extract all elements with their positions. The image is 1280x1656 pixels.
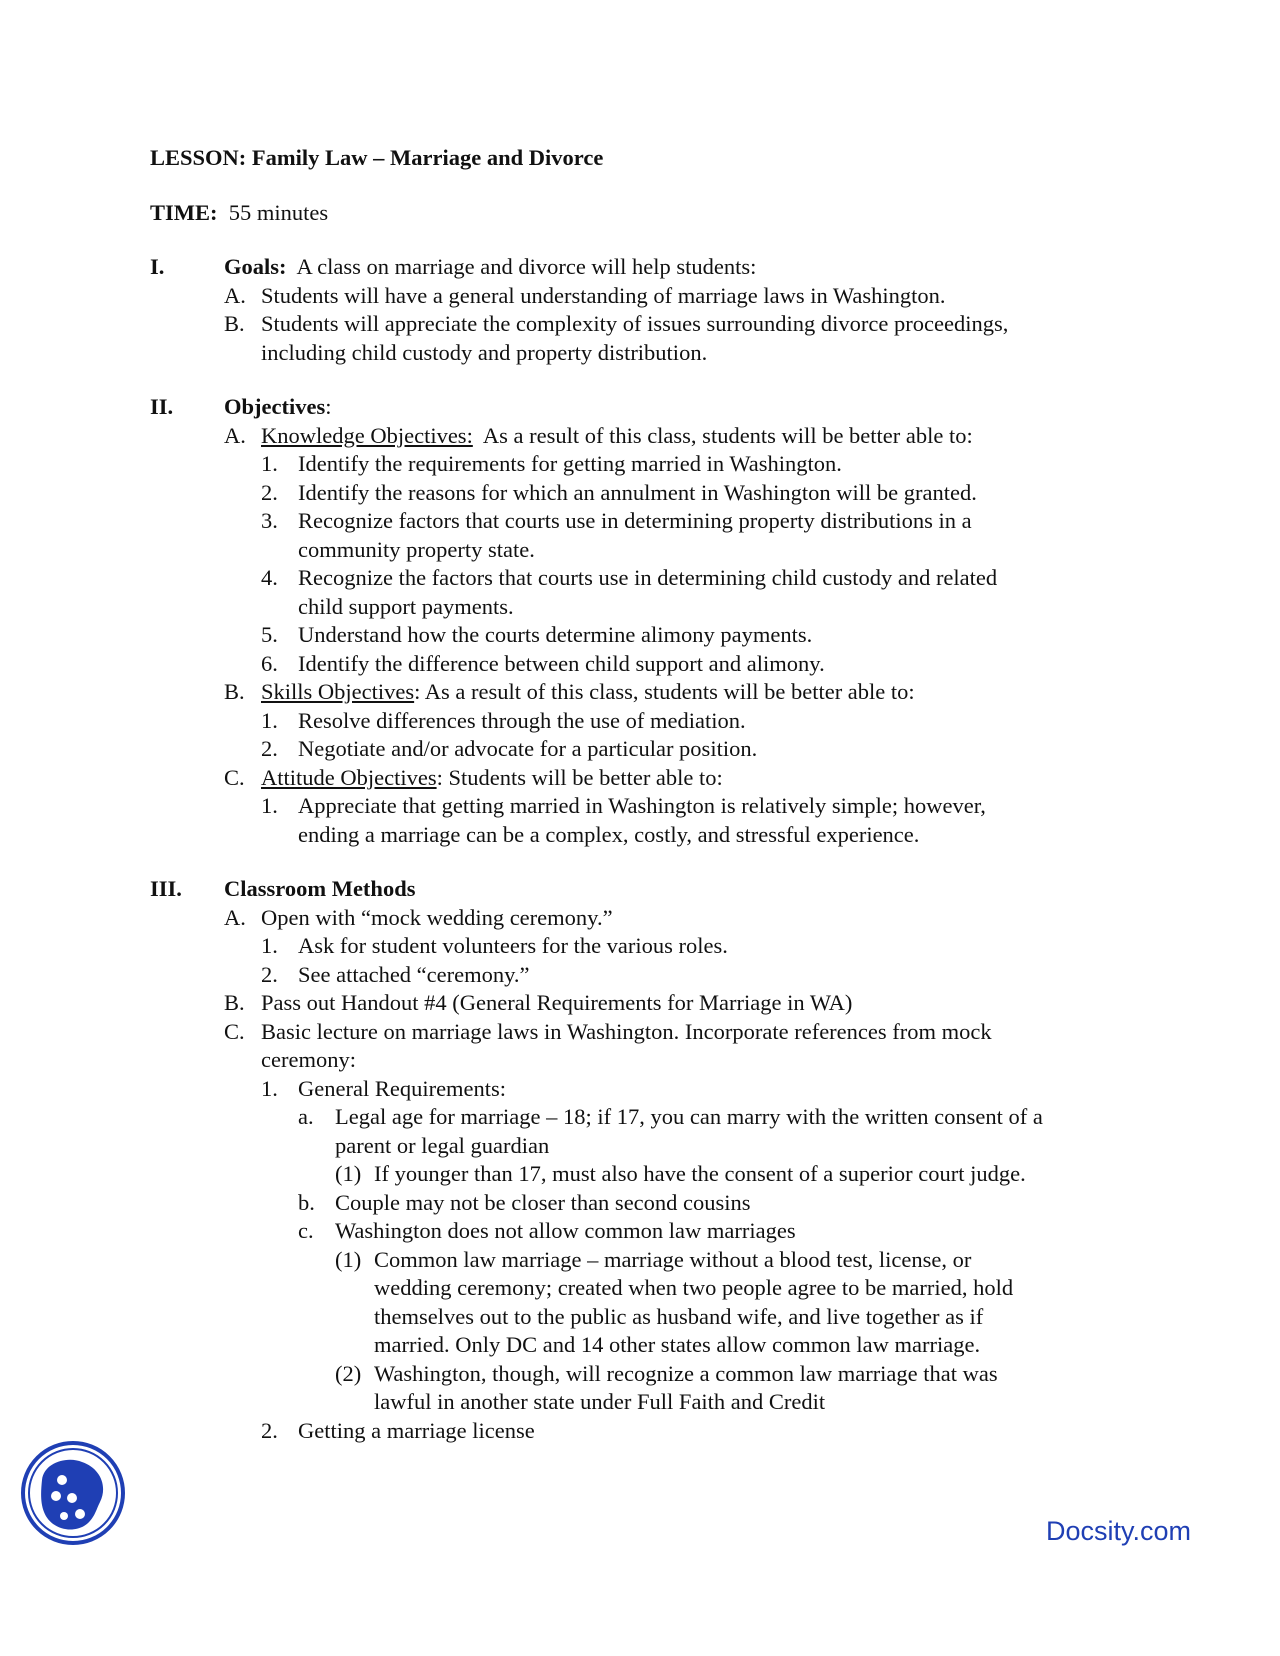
list-item: C. Basic lecture on marriage laws in Washington. Incorporate references from mock ceremony:	[224, 1018, 992, 1072]
docsity-brand-link[interactable]: Docsity.com	[1046, 1516, 1192, 1546]
lesson-title-text: Family Law – Marriage and Divorce	[251, 145, 604, 170]
section-intro: A class on marriage and divorce will help students:	[296, 254, 757, 279]
list-item: 1. Identify the requirements for getting married in Washington.	[261, 451, 842, 476]
list-item: 3. Recognize factors that courts use in determining property distributions in a community property state.	[261, 508, 972, 562]
list-item: 1. General Requirements:	[261, 1075, 507, 1101]
list-item: c. Washington does not allow common law marriages	[298, 1218, 796, 1243]
list-item: (1) If younger than 17, must also have the consent of a superior court judge.	[335, 1161, 1026, 1186]
time-label: TIME:	[150, 199, 218, 225]
section-heading: Objectives	[224, 394, 326, 419]
list-item: A. Open with “mock wedding ceremony.”	[224, 904, 613, 930]
section-heading: Goals:	[224, 254, 287, 279]
list-item: 2. Negotiate and/or advocate for a particular position.	[261, 736, 758, 761]
list-item: 1. Ask for student volunteers for the various roles.	[261, 933, 728, 958]
section-goals	[150, 253, 1130, 367]
subheading: Knowledge Objectives:	[261, 422, 473, 448]
list-item: A. Students will have a general understanding of marriage laws in Washington.	[224, 282, 946, 308]
list-item: (2) Washington, though, will recognize a common law marriage that was lawful in another state under Full Faith and Credit	[335, 1360, 998, 1414]
lesson-title	[150, 144, 1130, 173]
subheading: Attitude Objectives	[261, 764, 437, 790]
list-item: 1. Appreciate that getting married in Washington is relatively simple; however, ending a marriage can be a complex, costly, and stressful experience.	[261, 793, 986, 847]
lesson-label: LESSON:	[150, 145, 247, 170]
time-line	[150, 199, 1130, 228]
section-number: III.	[150, 876, 182, 901]
list-item: 2. Identify the reasons for which an annulment in Washington will be granted.	[261, 479, 977, 505]
document-page	[150, 144, 1130, 1445]
list-item: 4. Recognize the factors that courts use in determining child custody and related child support payments.	[261, 565, 998, 619]
list-item: 5. Understand how the courts determine alimony payments.	[261, 622, 813, 647]
subheading: Skills Objectives	[261, 679, 415, 704]
section-objectives: II. Objectives: A. Knowledge Objectives: As a result of this class, students will be better able to: 1. Identify the requirements for getting married in Washington. 2. Identify the reasons for which an annulment in Washington will be granted. 3. Recognize factors that courts use in determining property distributions in a community property state. 4. Recognize the factors that courts use in determining child custody and related child support payments. 5. Understand how the courts determine alimony payments. 6. Identify the difference between child support and alimony. B. Skills Objectives: As a result of this class, students will be better able to: 1. Resolve differences through the use of mediation. 2. Negotiate and/or advocate for a particular position. C. Attitude Objectives: Students will be better able to: 1. Appreciate that getting married in Washington is relatively simple; however, ending a marriage can be a complex, costly, and stressful experience.	[150, 393, 1130, 849]
list-item: (1) Common law marriage – marriage without a blood test, license, or wedding ceremony; created when two people agree to be married, hold themselves out to the public as husband wife, and live together as if married. Only DC and 14 other states allow common law marriage.	[335, 1246, 1014, 1357]
list-item: B. Students will appreciate the complexity of issues surrounding divorce proceedings, including child custody and property distribution.	[224, 311, 1009, 365]
list-item: 1. Resolve differences through the use of mediation.	[261, 707, 746, 733]
list-item: 2. Getting a marriage license	[261, 1417, 535, 1443]
section-classroom-methods	[150, 875, 1130, 1445]
section-heading: Classroom Methods	[224, 876, 416, 901]
list-item: b. Couple may not be closer than second cousins	[298, 1189, 751, 1215]
time-value: 55 minutes	[228, 199, 329, 225]
list-item: 2. See attached “ceremony.”	[261, 961, 530, 987]
list-item: 6. Identify the difference between child support and alimony.	[261, 650, 825, 676]
section-number: I.	[150, 254, 165, 279]
docsity-logo-icon[interactable]	[20, 1440, 126, 1546]
list-item: B. Pass out Handout #4 (General Requirements for Marriage in WA)	[224, 990, 853, 1015]
list-item: a. Legal age for marriage – 18; if 17, you can marry with the written consent of a parent or legal guardian	[298, 1104, 1043, 1158]
attitude-objectives: C. Attitude Objectives: Students will be better able to:	[224, 764, 723, 790]
knowledge-objectives: A. Knowledge Objectives: As a result of this class, students will be better able to:	[224, 422, 973, 448]
skills-objectives: B. Skills Objectives: As a result of this class, students will be better able to:	[224, 679, 915, 704]
section-number: II.	[150, 394, 174, 419]
